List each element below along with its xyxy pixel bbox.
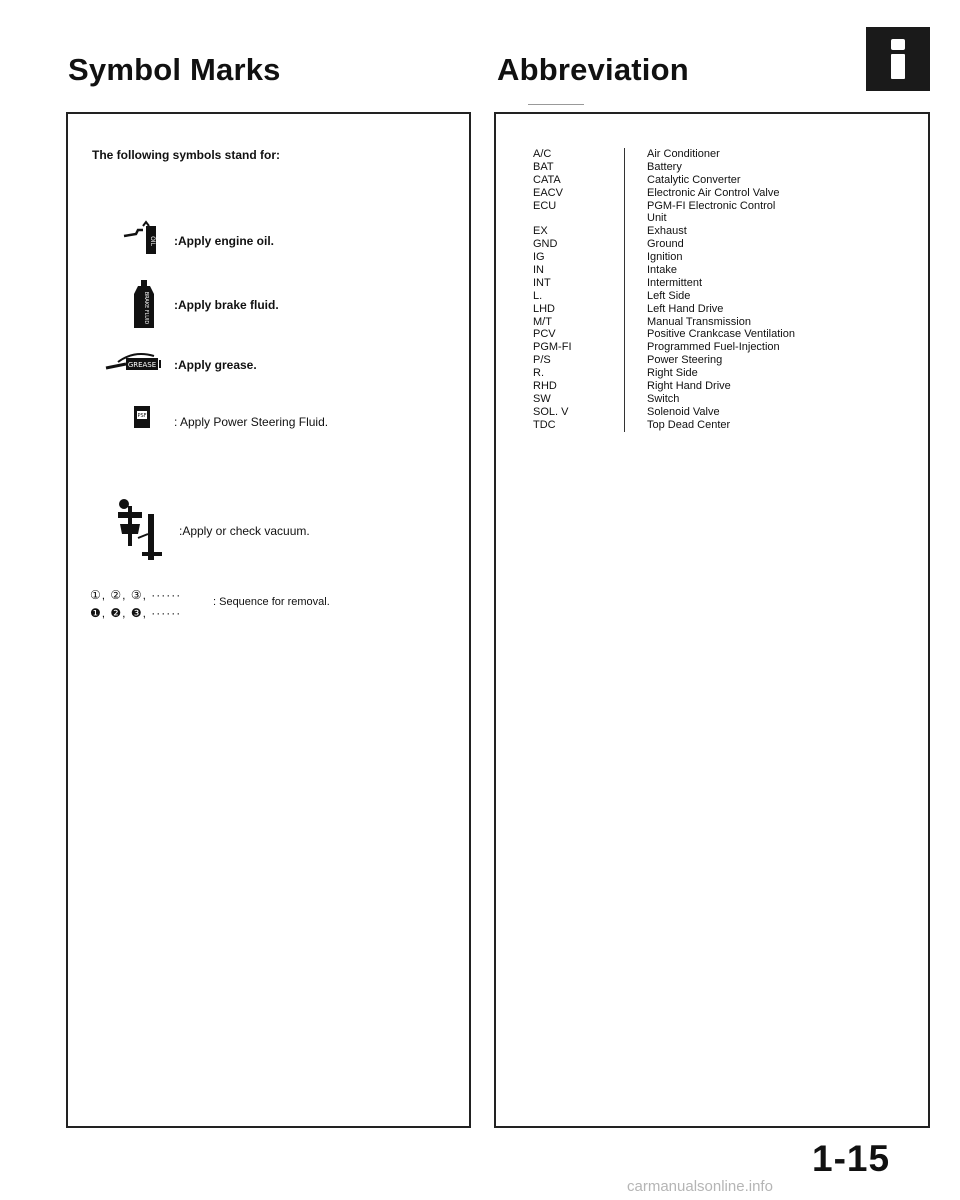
abbreviation-meaning: Right Side — [647, 367, 698, 380]
abbreviation-item: ECU — [533, 199, 557, 212]
abbreviation-list — [533, 148, 623, 432]
symbol-item-vacuum — [68, 494, 469, 564]
symbol-text: :Apply or check vacuum. — [179, 524, 310, 538]
sequence-numbers-outline: ①, ②, ③, ······ — [90, 588, 182, 602]
abbreviation-item: IN — [533, 264, 544, 277]
symbol-text: :Apply grease. — [174, 358, 257, 372]
abbreviation-meaning: Ignition — [647, 251, 683, 264]
abbreviation-item — [533, 212, 623, 225]
abbreviation-meaning: Top Dead Center — [647, 418, 731, 431]
sequence-numbers-filled: ❶, ❷, ❸, ······ — [90, 606, 182, 620]
abbreviation-item: LHD — [533, 302, 556, 315]
abbreviation-panel — [494, 112, 930, 1128]
abbreviation-meaning: Left Side — [647, 289, 691, 302]
symbols-intro: The following symbols stand for: — [92, 148, 281, 162]
symbol-item-brake-fluid — [68, 274, 469, 334]
symbol-item-engine-oil — [68, 212, 469, 272]
abbreviation-item: IG — [533, 251, 545, 264]
symbol-text: :Apply engine oil. — [174, 234, 275, 248]
brake-icon-label: BRAKE FLUID — [143, 291, 149, 325]
abbreviation-meaning: Exhaust — [647, 225, 687, 238]
page-number: 1-15 — [812, 1138, 891, 1179]
abbreviation-item: M/T — [533, 315, 552, 328]
psf-icon-label: PSF — [137, 413, 147, 419]
brake-fluid-bottle-icon — [112, 274, 170, 334]
abbreviation-item: R. — [533, 367, 544, 380]
abbreviation-meaning: Catalytic Converter — [647, 173, 741, 186]
abbreviation-item: GND — [533, 238, 558, 251]
abbreviation-meaning: Intake — [647, 264, 677, 277]
abbreviation-item: A/C — [533, 148, 552, 160]
abbreviation-meaning: Air Conditioner — [647, 148, 720, 160]
grease-gun-icon — [104, 334, 180, 394]
abbreviation-item: SOL. V — [533, 405, 569, 418]
abbreviation-item: RHD — [533, 380, 557, 393]
abbreviation-item: PGM-FI — [533, 341, 572, 354]
abbreviation-item: EACV — [533, 186, 563, 199]
symbol-item-power-steering-fluid — [68, 400, 469, 460]
abbreviation-item: P/S — [533, 354, 551, 367]
power-steering-fluid-icon — [112, 400, 170, 460]
symbol-text: :Apply brake fluid. — [174, 298, 279, 312]
abbreviation-item: BAT — [533, 160, 554, 173]
abbreviation-meaning: Switch — [647, 392, 680, 405]
abbreviation-item: PCV — [533, 328, 556, 341]
symbol-text: : Apply Power Steering Fluid. — [174, 415, 329, 429]
abbreviation-item: INT — [533, 276, 551, 289]
abbreviation-meaning: Positive Crankcase Ventilation — [647, 328, 795, 341]
abbreviation-meaning: Programmed Fuel-Injection — [647, 341, 780, 354]
vacuum-pump-icon — [108, 494, 178, 564]
abbreviation-item: L. — [533, 289, 543, 302]
sequence-text: : Sequence for removal. — [213, 596, 330, 608]
oil-icon-label: OIL — [149, 236, 156, 246]
grease-icon-label: GREASE — [127, 361, 157, 369]
divider-line — [528, 104, 584, 105]
abbreviation-meaning: Electronic Air Control Valve — [647, 186, 780, 199]
abbreviation-meaning-list — [624, 148, 907, 432]
abbreviation-item: EX — [533, 225, 548, 238]
abbreviation-item: TDC — [533, 418, 556, 431]
abbreviation-item: SW — [533, 392, 551, 405]
oil-can-icon — [112, 212, 170, 272]
abbreviation-meaning: Ground — [647, 238, 684, 251]
page-title-abbreviation: Abbreviation — [497, 52, 689, 87]
abbreviation-meaning: Unit — [647, 212, 667, 225]
abbreviation-meaning: Right Hand Drive — [647, 380, 731, 393]
abbreviation-meaning: Left Hand Drive — [647, 302, 724, 315]
footer-watermark: carmanualsonline.info — [627, 1178, 773, 1195]
abbreviation-item: CATA — [533, 173, 561, 186]
abbreviation-meaning: Power Steering — [647, 354, 723, 367]
abbreviation-meaning: PGM-FI Electronic Control — [647, 199, 776, 212]
info-icon — [866, 27, 930, 91]
page-title-symbol-marks: Symbol Marks — [68, 52, 281, 87]
abbreviation-meaning: Intermittent — [647, 276, 703, 289]
symbol-item-grease — [68, 334, 469, 394]
abbreviation-meaning: Battery — [647, 160, 682, 173]
abbreviation-meaning: Manual Transmission — [647, 315, 751, 328]
abbreviation-meaning: Solenoid Valve — [647, 405, 720, 418]
symbol-marks-panel — [66, 112, 471, 1128]
